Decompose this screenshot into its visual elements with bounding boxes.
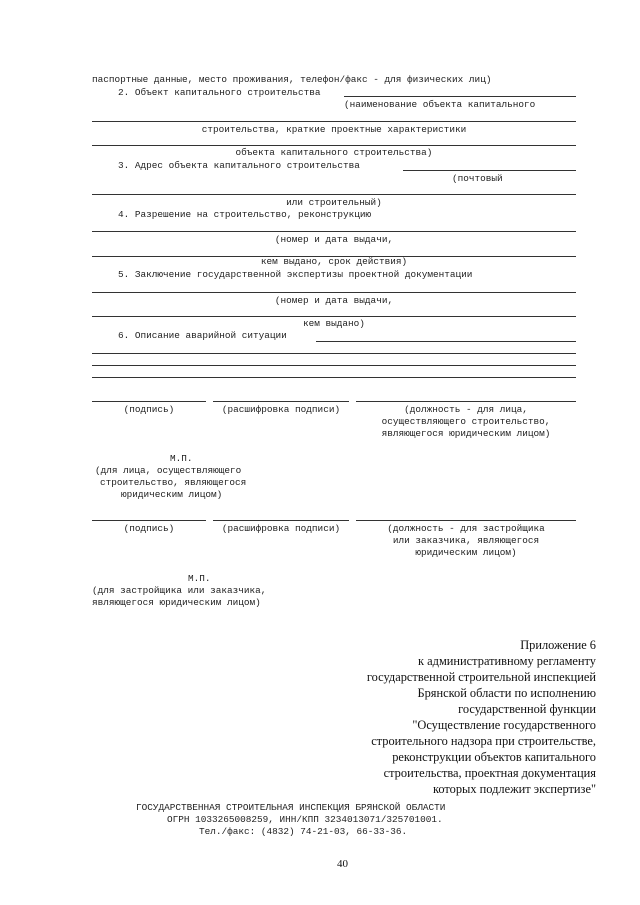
item-2-hint-1: (наименование объекта капитального: [344, 99, 536, 110]
item-4-hint-1: (номер и дата выдачи,: [274, 234, 394, 245]
item-6-label: 6. Описание аварийной ситуации: [118, 330, 287, 341]
item-6-blank-line[interactable]: [316, 341, 576, 342]
appendix-line-9: строительства, проектная документация: [383, 766, 596, 780]
item-5-hint-2: кем выдано): [303, 318, 365, 329]
appendix-line-7: строительного надзора при строительстве,: [371, 734, 596, 748]
item-6-blank-line-3[interactable]: [92, 365, 576, 366]
item-6-blank-line-2[interactable]: [92, 353, 576, 354]
appendix-line-2: к административному регламенту: [418, 654, 596, 668]
stamp-note-1b: строительство, являющегося: [100, 477, 247, 488]
decoding-caption-2: (расшифровка подписи): [221, 523, 341, 534]
position-caption-2b: или заказчика, являющегося: [392, 535, 540, 546]
appendix-line-6: "Осуществление государственного: [412, 718, 596, 732]
letterhead-phone-fax: Тел./факс: (4832) 74-21-03, 66-33-36.: [199, 826, 408, 837]
decoding-line-1[interactable]: [213, 401, 349, 402]
position-caption-2c: юридическим лицом): [415, 547, 517, 558]
passport-data-note: паспортные данные, место проживания, телефон/факс - для физических лиц): [92, 74, 492, 85]
position-caption-1a: (должность - для лица,: [404, 404, 528, 415]
item-3-blank-line[interactable]: [403, 170, 576, 171]
item-4-hint-2: кем выдано, срок действия): [260, 256, 408, 267]
item-3-label: 3. Адрес объекта капитального строительства: [118, 160, 360, 171]
stamp-label-1: М.П.: [170, 453, 193, 464]
decoding-caption-1: (расшифровка подписи): [221, 404, 341, 415]
item-4-blank-line[interactable]: [92, 231, 576, 232]
stamp-label-2: М.П.: [188, 573, 211, 584]
stamp-note-1a: (для лица, осуществляющего: [95, 465, 242, 476]
position-caption-2a: (должность - для застройщика: [387, 523, 545, 534]
item-5-blank-line[interactable]: [92, 292, 576, 293]
position-caption-1b: осуществляющего строительство,: [381, 416, 551, 427]
page-number: 40: [337, 858, 348, 870]
appendix-line-8: реконструкции объектов капитального: [392, 750, 596, 764]
item-2-blank-line-2[interactable]: [92, 121, 576, 122]
appendix-line-4: Брянской области по исполнению: [417, 686, 596, 700]
item-2-blank-line-3[interactable]: [92, 145, 576, 146]
item-2-blank-line[interactable]: [344, 96, 576, 97]
item-2-label: 2. Объект капитального строительства: [118, 87, 321, 98]
decoding-line-2[interactable]: [213, 520, 349, 521]
position-line-1[interactable]: [356, 401, 576, 402]
appendix-line-10: которых подлежит экспертизе": [432, 782, 596, 796]
letterhead-registration: ОГРН 1033265008259, ИНН/КПП 3234013071/325701001.: [167, 814, 443, 825]
appendix-line-5: государственной функции: [458, 702, 596, 716]
stamp-note-1c: юридическим лицом): [121, 489, 223, 500]
item-4-label: 4. Разрешение на строительство, реконструкцию: [118, 209, 372, 220]
appendix-title: Приложение 6: [520, 638, 596, 652]
signature-caption-1: (подпись): [123, 404, 175, 415]
item-5-blank-line-2[interactable]: [92, 316, 576, 317]
stamp-note-2b: являющегося юридическим лицом): [92, 597, 261, 608]
signature-caption-2: (подпись): [123, 523, 175, 534]
appendix-line-3: государственной строительной инспекцией: [366, 670, 596, 684]
item-3-hint-1: (почтовый: [452, 173, 503, 184]
stamp-note-2a: (для застройщика или заказчика,: [92, 585, 267, 596]
item-6-blank-line-4[interactable]: [92, 377, 576, 378]
item-3-blank-line-2[interactable]: [92, 194, 576, 195]
item-2-hint-2: строительства, краткие проектные характеристики: [201, 124, 467, 135]
item-5-hint-1: (номер и дата выдачи,: [274, 295, 394, 306]
item-5-label: 5. Заключение государственной экспертизы проектной документации: [118, 269, 473, 280]
letterhead-org-name: ГОСУДАРСТВЕННАЯ СТРОИТЕЛЬНАЯ ИНСПЕКЦИЯ БРЯНСКОЙ ОБЛАСТИ: [136, 802, 446, 813]
signature-line-1[interactable]: [92, 401, 206, 402]
position-caption-1c: являющегося юридическим лицом): [381, 428, 551, 439]
position-line-2[interactable]: [356, 520, 576, 521]
signature-line-2[interactable]: [92, 520, 206, 521]
item-2-hint-3: объекта капитального строительства): [235, 147, 433, 158]
item-3-hint-2: или строительный): [286, 197, 382, 208]
